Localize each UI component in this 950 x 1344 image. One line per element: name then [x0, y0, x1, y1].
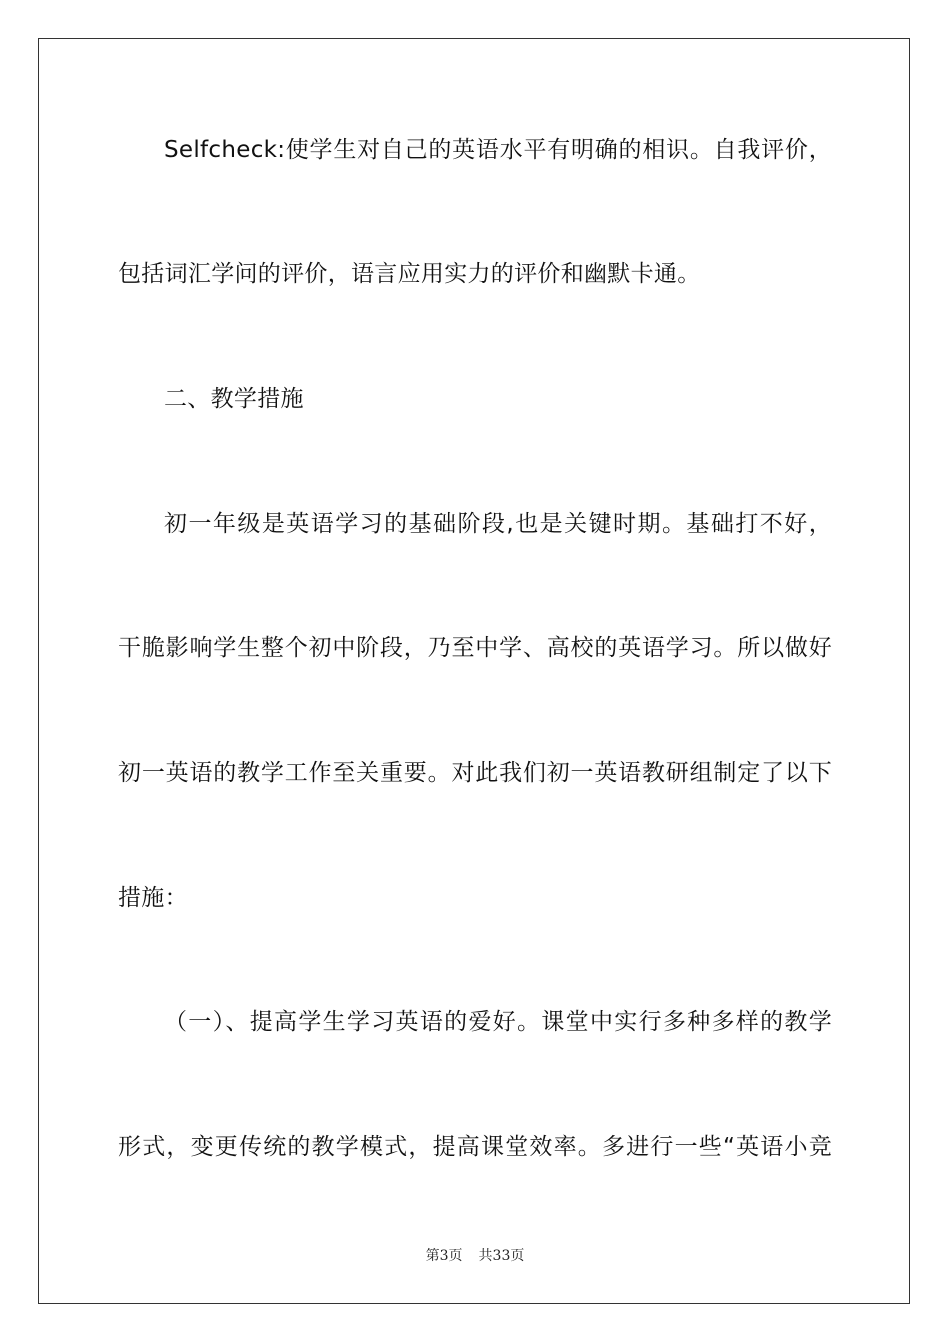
total-pages: 共33页: [478, 1248, 525, 1264]
paragraph-line: Selfcheck:使学生对自己的英语水平有明确的相识。自我评价，: [164, 137, 832, 163]
section-heading: 二、教学措施: [164, 386, 304, 412]
paragraph-line: （一）、提高学生学习英语的爱好。课堂中实行多种多样的教学: [164, 1009, 832, 1035]
page-footer: [0, 1246, 950, 1266]
paragraph-line: 包括词汇学问的评价，语言应用实力的评价和幽默卡通。: [118, 261, 701, 287]
page-number: 第3页: [425, 1248, 463, 1264]
paragraph-line: 初一英语的教学工作至关重要。对此我们初一英语教研组制定了以下: [118, 760, 832, 786]
paragraph-line: 干脆影响学生整个初中阶段，乃至中学、高校的英语学习。所以做好: [118, 635, 832, 661]
paragraph-line: 形式，变更传统的教学模式，提高课堂效率。多进行一些“英语小竞: [118, 1134, 832, 1160]
paragraph-line: 措施：: [118, 885, 188, 911]
paragraph-line: 初一年级是英语学习的基础阶段,也是关键时期。基础打不好，: [164, 511, 832, 537]
page-border: [38, 38, 910, 1304]
